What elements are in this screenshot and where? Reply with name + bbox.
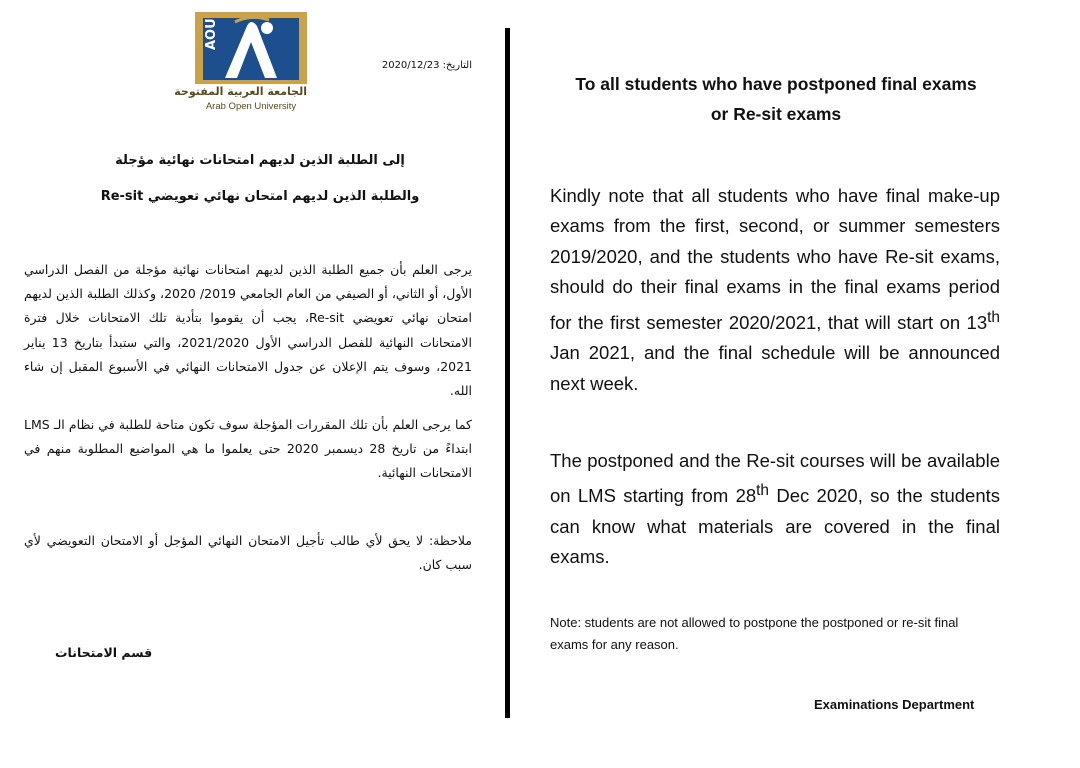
document-date bbox=[252, 60, 472, 71]
arabic-title-line-2: والطلبة الذين لديهم امتحان نهائي تعويضي Re-sit bbox=[100, 189, 420, 204]
english-paragraph-2 bbox=[550, 446, 1000, 573]
arabic-paragraph-1: يرجى العلم بأن جميع الطلبة الذين لديهم امتحانات نهائية مؤجلة من الفصل الدراسي الأول، أو الثاني، أو الصيفي من العام الجامعي 2019/ 2020، وكذلك الطلبة الذين لديهم امتحان نهائي تعويضي Re-sit، يجب أن يقوموا بتأدية تلك الامتحانات خلال فترة الامتحانات النهائية للفصل الدراسي الأول 2021/2020، والتي ستبدأ بتاريخ 13 يناير 2021، وسوف يتم الإعلان عن جدول الامتحانات النهائي في الأسبوع المقبل إن شاء الله. bbox=[24, 262, 473, 399]
svg-text:AOU: AOU bbox=[204, 18, 219, 50]
arabic-paragraph-2: كما يرجى العلم بأن تلك المقررات المؤجلة سوف تكون متاحة للطلبة في نظام الـ LMS ابتداءً من تاريخ 28 ديسمبر 2020 حتى يعلموا ما هي المواضيع المطلوبة منهم في الامتحانات النهائية. bbox=[24, 417, 472, 481]
english-department-signature: Examinations Department bbox=[814, 697, 975, 712]
aou-emblem-icon bbox=[195, 12, 307, 84]
english-paragraph-1-text-b: Jan 2021, and the final schedule will be announced next week. bbox=[550, 342, 1000, 394]
english-paragraph-2-superscript: th bbox=[756, 482, 770, 500]
arabic-title-line-1: إلى الطلبة الذين لديهم امتحانات نهائية مؤجلة bbox=[115, 153, 405, 168]
english-paragraph-1-text-a: Kindly note that all students who have final make-up exams from the first, second, or summer semesters 2019/2020, and the students who have Re-sit exams, should do their final exams in the final exams period for the first semester 2020/2021, that will start on 13 bbox=[550, 185, 1000, 333]
date-value: 2020/12/23 bbox=[381, 60, 440, 71]
arabic-department-signature: قسم الامتحانات bbox=[55, 645, 153, 660]
english-paragraph-2-text-b: Dec 2020, so the students can know what materials are covered in the final exams. bbox=[550, 485, 1001, 568]
english-title-line-1: To all students who have postponed final exams bbox=[575, 74, 977, 94]
english-paragraph-2-text-a: The postponed and the Re-sit courses will be available on LMS starting from 28 bbox=[550, 450, 1000, 507]
arabic-note: ملاحظة: لا يحق لأي طالب تأجيل الامتحان النهائي المؤجل أو الامتحان التعويضي لأي سبب كان. bbox=[24, 533, 472, 573]
english-paragraph-1 bbox=[550, 181, 1000, 399]
english-title-line-2: or Re-sit exams bbox=[710, 104, 842, 124]
logo-english-name: Arab Open University bbox=[205, 101, 297, 112]
english-paragraph-1-superscript: th bbox=[987, 308, 1000, 326]
column-divider bbox=[505, 28, 510, 718]
english-note: Note: students are not allowed to postpone the postponed or re-sit final exams for any reason. bbox=[550, 615, 959, 652]
date-label: التاريخ: bbox=[442, 60, 472, 71]
logo-arabic-name: الجامعة العربية المفتوحة bbox=[174, 85, 307, 98]
